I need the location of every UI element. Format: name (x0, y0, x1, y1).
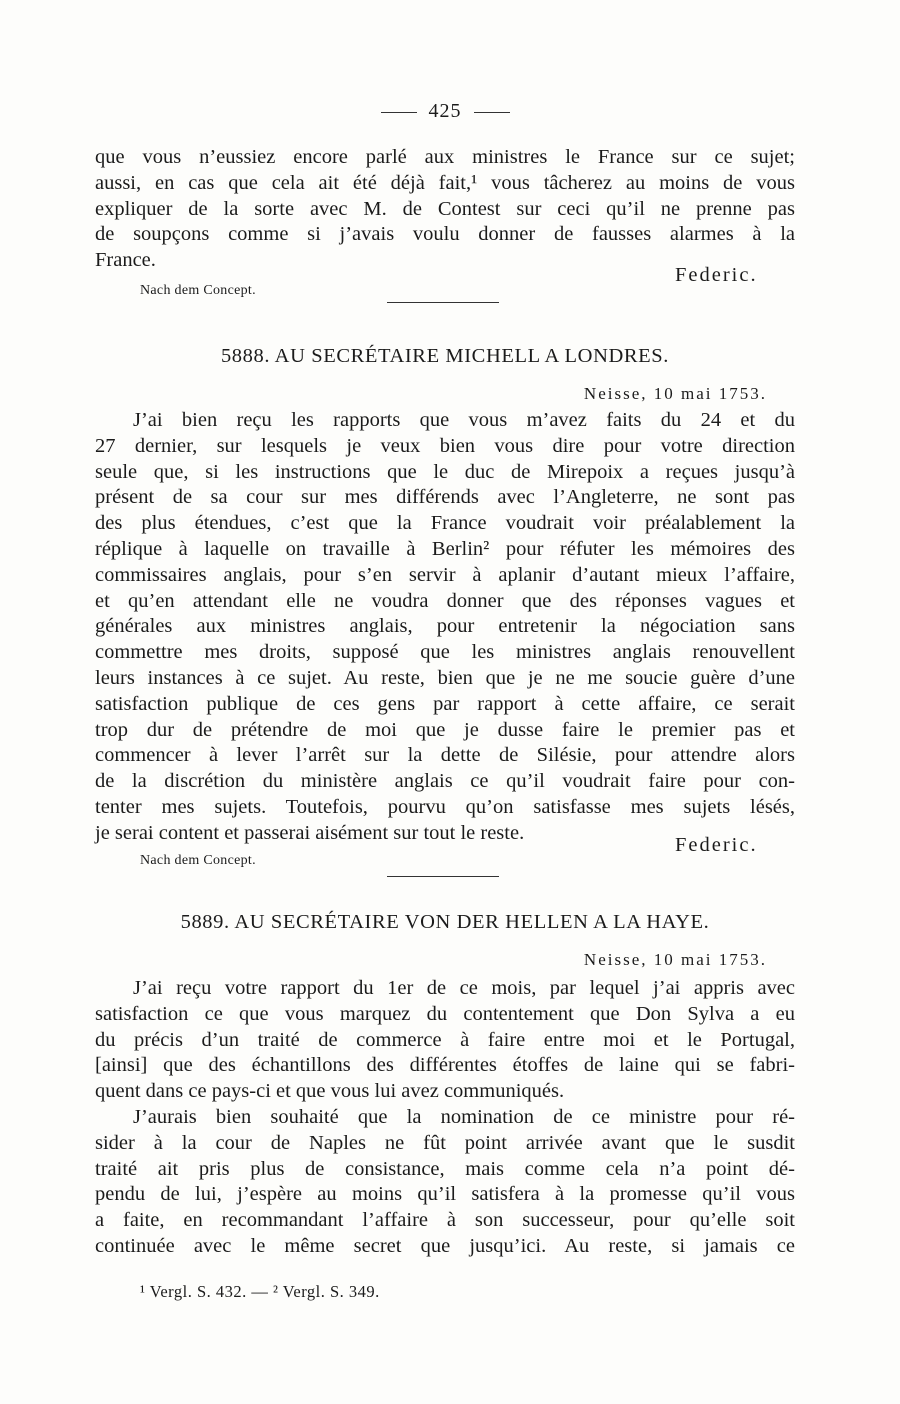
continuation-paragraph (95, 145, 795, 274)
text-line: continuée avec le même secret que jusqu’ici. Au reste, si jamais ce (95, 1234, 795, 1257)
text-line: je serai content et passerai aisément sur tout le reste. (95, 821, 525, 844)
text-line: leurs instances à ce sujet. Au reste, bien que je ne me soucie guère d’une (95, 666, 795, 689)
text-line: expliquer de la sorte avec M. de Contest sur ceci qu’il ne prenne pas (95, 197, 795, 220)
page-number-text: 425 (428, 100, 462, 122)
section-divider (387, 876, 499, 877)
text-line: présent de sa cour sur mes différends avec l’Angleterre, ne sont pas (95, 486, 795, 509)
text-line: commissaires anglais, pour s’en servir à aplanir d’autant mieux l’affaire, (95, 563, 795, 586)
text-line: tenter mes sujets. Toutefois, pourvu qu’on satisfasse mes sujets lésés, (95, 795, 795, 818)
letter-heading: 5889. AU SECRÉTAIRE VON DER HELLEN A LA HAYE. (180, 911, 710, 933)
text-line: aussi, en cas que cela ait été déjà fait,¹ vous tâcherez au moins de vous (95, 171, 795, 194)
letter-dateline: Neisse, 10 mai 1753. (583, 384, 767, 403)
letter-dateline: Neisse, 10 mai 1753. (583, 950, 767, 969)
letter-heading: 5888. AU SECRÉTAIRE MICHELL A LONDRES. (220, 345, 670, 367)
text-line: pendu de lui, j’espère au moins qu’il satisfera à la promesse qu’il vous (95, 1183, 795, 1206)
text-line: J’ai bien reçu les rapports que vous m’avez faits du 24 et du (133, 409, 795, 431)
text-line: commettre mes droits, supposé que les ministres anglais renouvellent (95, 641, 795, 664)
text-line: J’ai reçu votre rapport du 1er de ce mois, par lequel j’ai appris avec (133, 977, 795, 999)
page-number (95, 100, 795, 123)
text-line: France. (95, 249, 156, 272)
source-note: Nach dem Concept. (140, 853, 256, 868)
text-line: sider à la cour de Naples ne fût point arrivée avant que le susdit (95, 1131, 795, 1154)
section-divider (387, 302, 499, 303)
text-line: et qu’en attendant elle ne voudra donner que des réponses vagues et (95, 589, 795, 612)
text-line: réplique à laquelle on travaille à Berlin² pour réfuter les mémoires des (95, 537, 795, 560)
text-line: satisfaction ce que vous marquez du contentement que Don Sylva a eu (95, 1002, 795, 1025)
text-line: de soupçons comme si j’avais voulu donner de fausses alarmes à la (95, 223, 795, 246)
source-note: Nach dem Concept. (140, 283, 256, 298)
text-line: satisfaction publique de ces gens par rapport à cette affaire, ce serait (95, 692, 795, 715)
signature: Federic. (675, 264, 758, 286)
text-line: seule que, si les instructions que le duc de Mirepoix a reçues jusqu’à (95, 460, 795, 483)
page-number-dash-left (381, 112, 417, 113)
text-line: a faite, en recommandant l’affaire à son successeur, pour qu’elle soit (95, 1209, 795, 1232)
text-line: quent dans ce pays-ci et que vous lui avez communiqués. (95, 1080, 565, 1103)
page-number-dash-right (474, 112, 510, 113)
text-line: générales aux ministres anglais, pour entretenir la négociation sans (95, 615, 795, 638)
signature: Federic. (675, 834, 758, 856)
text-line: des plus étendues, c’est que la France voudrait voir préalablement la (95, 512, 795, 535)
text-line: traité ait pris plus de consistance, mais comme cela n’a point dé- (95, 1157, 795, 1180)
letter-body (95, 976, 795, 1260)
text-line: commencer à lever l’arrêt sur la dette de Silésie, pour attendre alors (95, 744, 795, 767)
text-line: [ainsi] que des échantillons des différentes étoffes de laine qui se fabri- (95, 1054, 795, 1077)
footnotes: ¹ Vergl. S. 432. — ² Vergl. S. 349. (140, 1282, 380, 1301)
text-line: trop dur de prétendre de moi que je dusse faire le premier pas et (95, 718, 795, 741)
text-line: 27 dernier, sur lesquels je veux bien vous dire pour votre direction (95, 434, 795, 457)
letter-body (95, 408, 795, 847)
text-line: J’aurais bien souhaité que la nomination de ce ministre pour ré- (133, 1105, 795, 1128)
text-line: de la discrétion du ministère anglais ce qu’il voudrait faire pour con- (95, 770, 795, 793)
text-line: que vous n’eussiez encore parlé aux ministres le France sur ce sujet; (95, 146, 795, 168)
text-line: du précis d’un traité de commerce à faire entre moi et le Portugal, (95, 1028, 795, 1051)
